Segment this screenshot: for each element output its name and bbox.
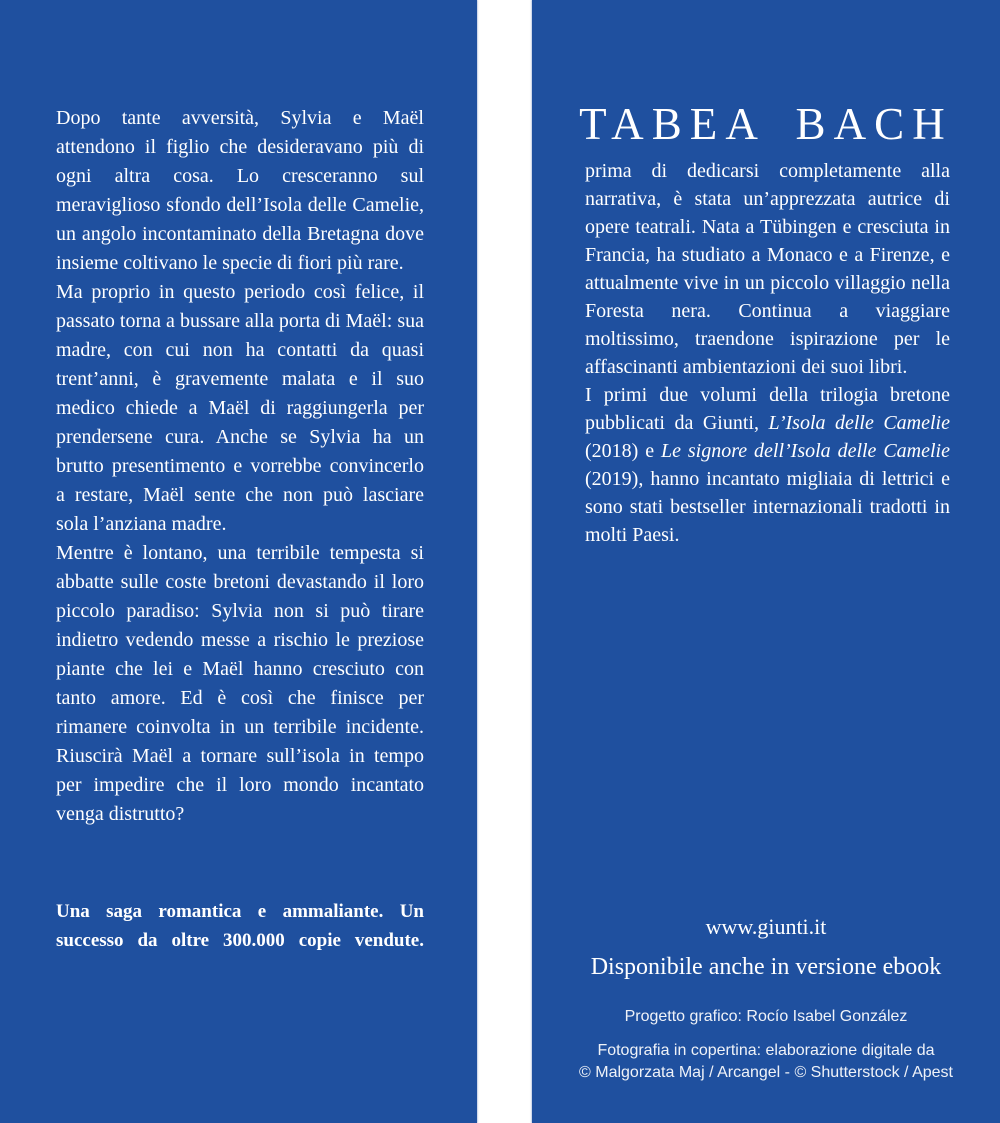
photo-credit-line-2: © Malgorzata Maj / Arcangel - © Shutterstock / Apest xyxy=(579,1064,953,1081)
bio-paragraph-1: prima di dedicarsi completamente alla narrativa, è stata un’apprezzata autrice di opere teatrali. Nata a Tübingen e cresciuta in Francia, ha studiato a Monaco e a Firenze, e attualmente vive in un piccolo villaggio nella Foresta nera. Continua a viaggiare moltissimo, traendone ispirazione per le affascinanti ambientazioni dei suoi libri. xyxy=(585,160,950,378)
photo-credit-line-1: Fotografia in copertina: elaborazione digitale da xyxy=(597,1042,935,1059)
synopsis-paragraph-2: Ma proprio in questo periodo così felice, il passato torna a bussare alla porta di Maël: sua madre, con cui non ha contatti da quasi trent’anni, è gravemente malata e il suo medico chiede a Maël di raggiungerla per prendersene cura. Anche se Sylvia ha un brutto presentimento e vorrebbe convincerlo a restare, Maël sente che non può lasciare sola l’anziana madre. xyxy=(56,281,424,535)
synopsis-paragraph-1: Dopo tante avversità, Sylvia e Maël attendono il figlio che desideravano più di ogni altra cosa. Lo cresceranno sul meraviglioso sfondo dell’Isola delle Camelie, un angolo incontaminato della Bretagna dove insieme coltivano le specie di fiori più rare. xyxy=(56,107,424,274)
author-bio xyxy=(585,157,950,549)
left-flap xyxy=(0,0,477,1123)
design-credit: Progetto grafico: Rocío Isabel González xyxy=(624,1008,908,1025)
photo-credit xyxy=(532,1040,1000,1084)
synopsis-paragraph-3: Mentre è lontano, una terribile tempesta si abbatte sulle coste bretoni devastando il loro piccolo paradiso: Sylvia non si può tirare indietro vedendo messe a rischio le preziose piante che lei e Maël hanno cresciuto con tanto amore. Ed è così che finisce per rimanere coinvolta in un terribile incidente. Riuscirà Maël a tornare sull’isola in tempo per impedire che il loro mondo incantato venga distrutto? xyxy=(56,542,424,825)
sales-tagline: Una saga romantica e ammaliante. Un successo da oltre 300.000 copie vendute. xyxy=(56,901,424,951)
author-name: TABEA BACH xyxy=(579,99,953,149)
synopsis xyxy=(56,104,424,829)
publisher-website: www.giunti.it xyxy=(705,914,827,939)
ebook-availability-note: Disponibile anche in versione ebook xyxy=(590,954,942,980)
right-flap xyxy=(532,0,1000,1123)
bio-paragraph-2: I primi due volumi della trilogia bretone pubblicati da Giunti, L’Isola delle Camelie (2018) e Le signore dell’Isola delle Camelie (2019), hanno incantato migliaia di lettrici e sono stati bestseller internazionali tradotti in molti Paesi. xyxy=(585,384,950,546)
